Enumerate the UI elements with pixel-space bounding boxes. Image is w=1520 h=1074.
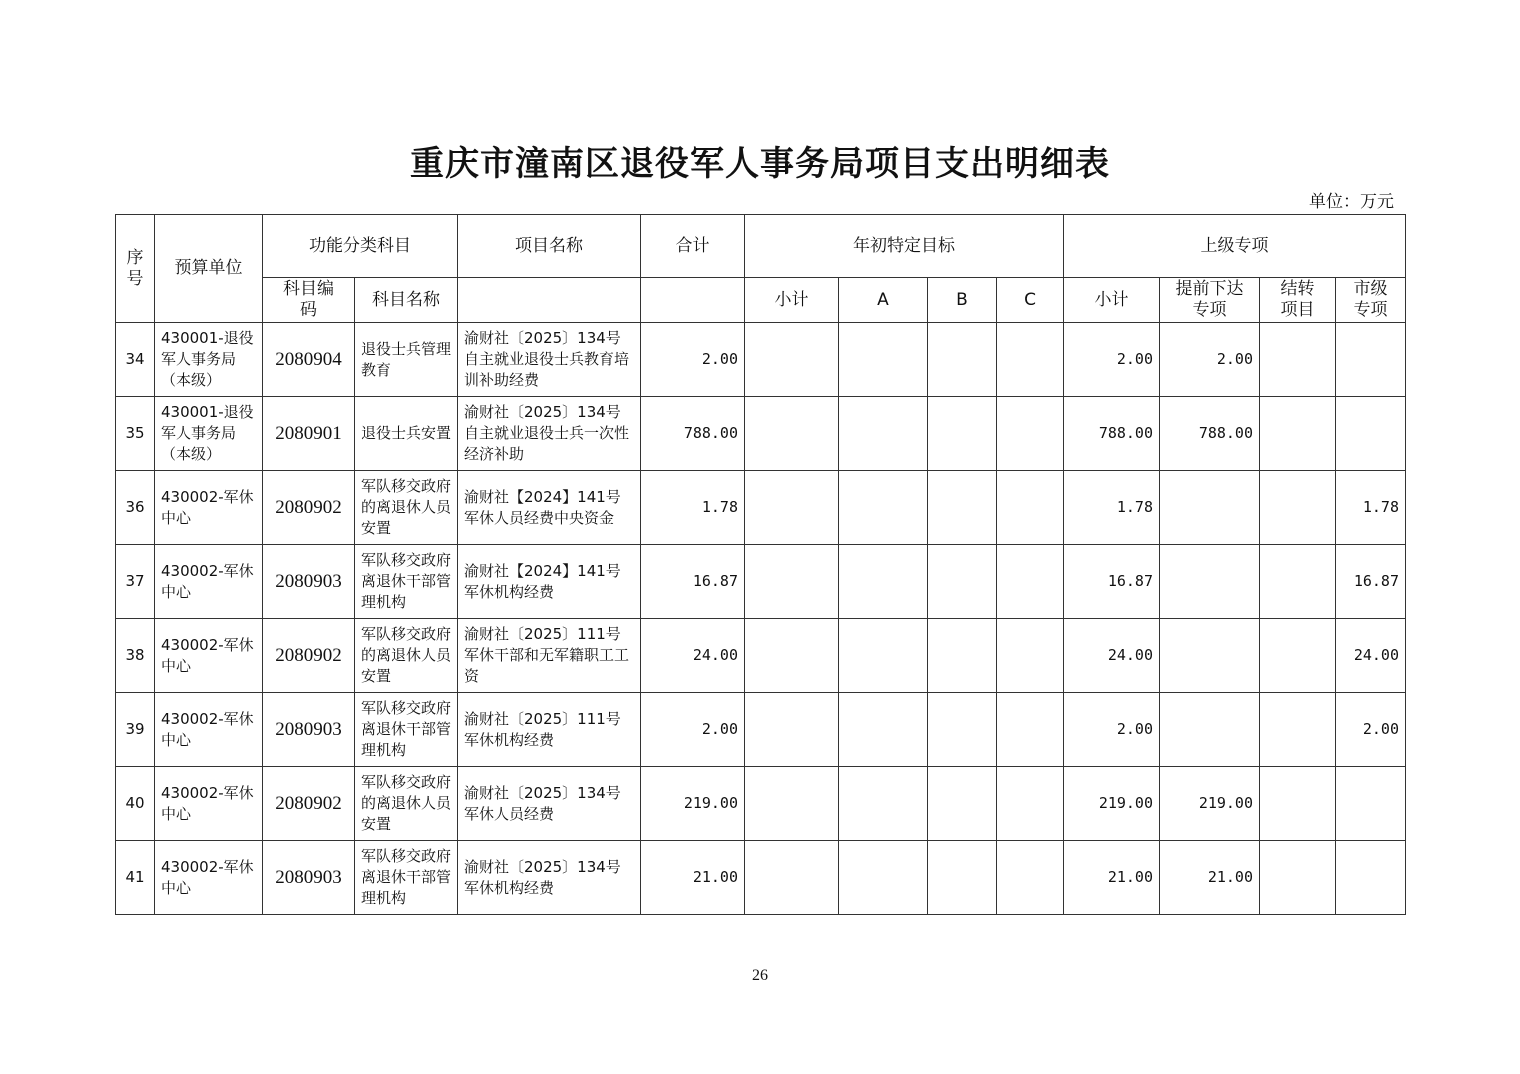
row-municipal: 16.87 bbox=[1336, 545, 1406, 619]
row-municipal: 2.00 bbox=[1336, 693, 1406, 767]
row-advance bbox=[1160, 619, 1260, 693]
row-superior-subtotal: 21.00 bbox=[1064, 841, 1160, 915]
page-number: 26 bbox=[752, 967, 768, 984]
row-superior-subtotal: 24.00 bbox=[1064, 619, 1160, 693]
row-project-name: 渝财社〔2025〕111号军休机构经费 bbox=[458, 693, 641, 767]
row-target-a bbox=[839, 397, 928, 471]
row-superior-subtotal: 2.00 bbox=[1064, 693, 1160, 767]
row-target-c bbox=[997, 471, 1064, 545]
row-budget-unit: 430001-退役军人事务局（本级） bbox=[155, 397, 263, 471]
row-advance bbox=[1160, 545, 1260, 619]
row-municipal bbox=[1336, 767, 1406, 841]
row-carryover bbox=[1260, 545, 1336, 619]
row-project-name: 渝财社【2024】141号军休机构经费 bbox=[458, 545, 641, 619]
row-project-name: 渝财社【2024】141号军休人员经费中央资金 bbox=[458, 471, 641, 545]
header-project-name-empty bbox=[458, 278, 641, 323]
row-advance: 21.00 bbox=[1160, 841, 1260, 915]
header-subject-name: 科目名称 bbox=[355, 278, 458, 323]
row-total: 21.00 bbox=[641, 841, 745, 915]
row-carryover bbox=[1260, 323, 1336, 397]
header-special-target: 年初特定目标 bbox=[745, 215, 1064, 278]
row-target-c bbox=[997, 841, 1064, 915]
row-target-subtotal bbox=[745, 471, 839, 545]
row-target-c bbox=[997, 693, 1064, 767]
row-carryover bbox=[1260, 619, 1336, 693]
row-carryover bbox=[1260, 767, 1336, 841]
row-target-subtotal bbox=[745, 619, 839, 693]
row-target-b bbox=[928, 397, 997, 471]
row-superior-subtotal: 788.00 bbox=[1064, 397, 1160, 471]
row-subject-code: 2080904 bbox=[263, 323, 355, 397]
header-budget-unit: 预算单位 bbox=[155, 215, 263, 323]
header-b: B bbox=[928, 278, 997, 323]
header-subtotal-target: 小计 bbox=[745, 278, 839, 323]
table-row bbox=[116, 619, 1406, 693]
row-target-subtotal bbox=[745, 767, 839, 841]
row-total: 24.00 bbox=[641, 619, 745, 693]
row-target-c bbox=[997, 545, 1064, 619]
header-func-class: 功能分类科目 bbox=[263, 215, 458, 278]
row-target-a bbox=[839, 841, 928, 915]
row-total: 1.78 bbox=[641, 471, 745, 545]
table-row bbox=[116, 545, 1406, 619]
row-target-subtotal bbox=[745, 397, 839, 471]
row-subject-code: 2080902 bbox=[263, 619, 355, 693]
row-seq: 39 bbox=[116, 693, 155, 767]
row-seq: 35 bbox=[116, 397, 155, 471]
row-carryover bbox=[1260, 471, 1336, 545]
row-seq: 38 bbox=[116, 619, 155, 693]
row-advance: 2.00 bbox=[1160, 323, 1260, 397]
row-subject-code: 2080903 bbox=[263, 841, 355, 915]
row-subject-name: 退役士兵管理教育 bbox=[355, 323, 458, 397]
header-carryover: 结转项目 bbox=[1260, 278, 1336, 323]
row-total: 788.00 bbox=[641, 397, 745, 471]
header-subject-code: 科目编码 bbox=[263, 278, 355, 323]
row-advance bbox=[1160, 471, 1260, 545]
row-seq: 41 bbox=[116, 841, 155, 915]
row-target-c bbox=[997, 323, 1064, 397]
table-row bbox=[116, 471, 1406, 545]
row-project-name: 渝财社〔2025〕134号军休人员经费 bbox=[458, 767, 641, 841]
header-advance: 提前下达专项 bbox=[1160, 278, 1260, 323]
row-subject-code: 2080902 bbox=[263, 471, 355, 545]
row-project-name: 渝财社〔2025〕111号军休干部和无军籍职工工资 bbox=[458, 619, 641, 693]
row-subject-code: 2080903 bbox=[263, 693, 355, 767]
row-total: 219.00 bbox=[641, 767, 745, 841]
row-subject-name: 军队移交政府离退休干部管理机构 bbox=[355, 841, 458, 915]
row-superior-subtotal: 1.78 bbox=[1064, 471, 1160, 545]
row-total: 2.00 bbox=[641, 693, 745, 767]
header-total: 合计 bbox=[641, 215, 745, 278]
row-target-a bbox=[839, 471, 928, 545]
row-municipal bbox=[1336, 323, 1406, 397]
row-target-a bbox=[839, 693, 928, 767]
row-subject-name: 军队移交政府离退休干部管理机构 bbox=[355, 693, 458, 767]
row-municipal bbox=[1336, 841, 1406, 915]
row-budget-unit: 430002-军休中心 bbox=[155, 471, 263, 545]
row-budget-unit: 430001-退役军人事务局（本级） bbox=[155, 323, 263, 397]
row-total: 2.00 bbox=[641, 323, 745, 397]
row-budget-unit: 430002-军休中心 bbox=[155, 841, 263, 915]
row-budget-unit: 430002-军休中心 bbox=[155, 545, 263, 619]
table-row bbox=[116, 323, 1406, 397]
row-target-c bbox=[997, 767, 1064, 841]
header-seq: 序号 bbox=[116, 215, 155, 323]
row-target-a bbox=[839, 619, 928, 693]
row-target-subtotal bbox=[745, 841, 839, 915]
row-superior-subtotal: 2.00 bbox=[1064, 323, 1160, 397]
table-row bbox=[116, 693, 1406, 767]
row-seq: 34 bbox=[116, 323, 155, 397]
row-target-subtotal bbox=[745, 545, 839, 619]
row-subject-name: 军队移交政府的离退休人员安置 bbox=[355, 471, 458, 545]
row-target-a bbox=[839, 545, 928, 619]
table-body bbox=[116, 323, 1406, 915]
row-subject-name: 军队移交政府的离退休人员安置 bbox=[355, 619, 458, 693]
row-target-b bbox=[928, 693, 997, 767]
row-budget-unit: 430002-军休中心 bbox=[155, 619, 263, 693]
row-municipal: 1.78 bbox=[1336, 471, 1406, 545]
table-row bbox=[116, 397, 1406, 471]
row-project-name: 渝财社〔2025〕134号自主就业退役士兵一次性经济补助 bbox=[458, 397, 641, 471]
row-project-name: 渝财社〔2025〕134号自主就业退役士兵教育培训补助经费 bbox=[458, 323, 641, 397]
row-target-subtotal bbox=[745, 693, 839, 767]
row-subject-code: 2080902 bbox=[263, 767, 355, 841]
row-subject-name: 军队移交政府离退休干部管理机构 bbox=[355, 545, 458, 619]
row-subject-name: 退役士兵安置 bbox=[355, 397, 458, 471]
row-advance: 788.00 bbox=[1160, 397, 1260, 471]
row-target-b bbox=[928, 545, 997, 619]
header-total-empty bbox=[641, 278, 745, 323]
row-target-b bbox=[928, 767, 997, 841]
header-c: C bbox=[997, 278, 1064, 323]
row-superior-subtotal: 219.00 bbox=[1064, 767, 1160, 841]
page-title: 重庆市潼南区退役军人事务局项目支出明细表 bbox=[410, 144, 1110, 184]
row-seq: 36 bbox=[116, 471, 155, 545]
row-carryover bbox=[1260, 841, 1336, 915]
header-a: A bbox=[839, 278, 928, 323]
row-subject-code: 2080901 bbox=[263, 397, 355, 471]
row-target-subtotal bbox=[745, 323, 839, 397]
row-carryover bbox=[1260, 693, 1336, 767]
table-row bbox=[116, 841, 1406, 915]
row-seq: 40 bbox=[116, 767, 155, 841]
row-target-b bbox=[928, 841, 997, 915]
row-total: 16.87 bbox=[641, 545, 745, 619]
row-superior-subtotal: 16.87 bbox=[1064, 545, 1160, 619]
header-municipal: 市级专项 bbox=[1336, 278, 1406, 323]
header-subtotal-superior: 小计 bbox=[1064, 278, 1160, 323]
row-target-c bbox=[997, 397, 1064, 471]
row-municipal bbox=[1336, 397, 1406, 471]
row-carryover bbox=[1260, 397, 1336, 471]
header-project-name: 项目名称 bbox=[458, 215, 641, 278]
row-target-b bbox=[928, 323, 997, 397]
row-subject-code: 2080903 bbox=[263, 545, 355, 619]
row-budget-unit: 430002-军休中心 bbox=[155, 767, 263, 841]
row-advance: 219.00 bbox=[1160, 767, 1260, 841]
row-seq: 37 bbox=[116, 545, 155, 619]
table-row bbox=[116, 767, 1406, 841]
row-target-a bbox=[839, 767, 928, 841]
expenditure-table bbox=[115, 214, 1406, 915]
row-target-b bbox=[928, 471, 997, 545]
unit-label: 单位：万元 bbox=[1309, 192, 1394, 212]
row-budget-unit: 430002-军休中心 bbox=[155, 693, 263, 767]
row-subject-name: 军队移交政府的离退休人员安置 bbox=[355, 767, 458, 841]
header-superior-special: 上级专项 bbox=[1064, 215, 1406, 278]
row-project-name: 渝财社〔2025〕134号军休机构经费 bbox=[458, 841, 641, 915]
row-municipal: 24.00 bbox=[1336, 619, 1406, 693]
row-target-b bbox=[928, 619, 997, 693]
row-target-c bbox=[997, 619, 1064, 693]
row-target-a bbox=[839, 323, 928, 397]
row-advance bbox=[1160, 693, 1260, 767]
